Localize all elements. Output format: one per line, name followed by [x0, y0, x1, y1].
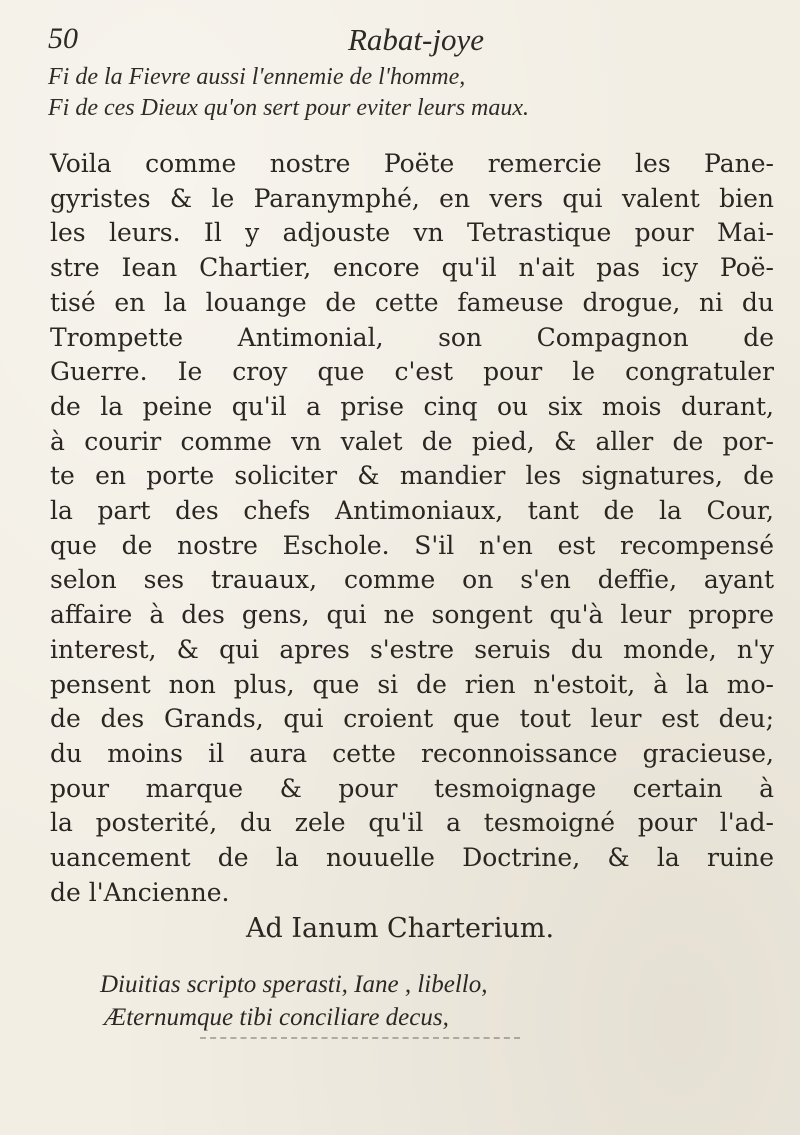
page-number: 50 — [48, 22, 78, 55]
body-line: gyristes & le Paranymphé, en vers qui valent bien — [50, 183, 774, 213]
body-line: affaire à des gens, qui ne songent qu'à leur propre — [50, 600, 774, 630]
poem-title: Ad Ianum Charterium. — [245, 913, 555, 944]
body-line: la part des chefs Antimoniaux, tant de la Cour, — [50, 496, 774, 526]
body-line: de la peine qu'il a prise cinq ou six mois durant, — [50, 391, 774, 421]
running-head: Rabat-joye — [348, 22, 485, 57]
body-paragraph — [50, 147, 774, 910]
body-line: de des Grands, qui croient que tout leur est deu; — [50, 704, 774, 734]
body-line: la posterité, du zele qu'il a tesmoigné pour l'ad- — [50, 808, 774, 838]
body-line: selon ses trauaux, comme on s'en deffie, ayant — [50, 565, 774, 595]
latin-verse — [100, 968, 760, 1034]
verse-line: Diuitias scripto sperasti, Iane , libello, — [100, 971, 488, 998]
epigraph — [48, 62, 760, 124]
body-line: Voila comme nostre Poëte remercie les Pane- — [50, 149, 774, 178]
epigraph-line: Fi de ces Dieux qu'on sert pour eviter leurs maux. — [48, 95, 530, 121]
body-line: uancement de la nouuelle Doctrine, & la ruine — [50, 843, 774, 873]
body-line: que de nostre Eschole. S'il n'en est recompensé — [50, 530, 774, 560]
epigraph-line: Fi de la Fievre aussi l'ennemie de l'homme, — [48, 64, 466, 90]
body-line: Guerre. Ie croy que c'est pour le congratuler — [50, 357, 774, 387]
body-line: te en porte soliciter & mandier les signatures, de — [50, 461, 774, 491]
body-line: du moins il aura cette reconnoissance gracieuse, — [50, 738, 774, 768]
catchword-rule — [200, 1035, 520, 1039]
body-line: tisé en la louange de cette fameuse drogue, ni du — [50, 287, 774, 317]
page-header — [48, 22, 760, 62]
body-line: pour marque & pour tesmoignage certain à — [50, 773, 774, 803]
body-line: Trompette Antimonial, son Compagnon de — [50, 322, 774, 352]
body-line: les leurs. Il y adjouste vn Tetrastique pour Mai- — [50, 218, 774, 248]
body-line: interest, & qui apres s'estre seruis du monde, n'y — [50, 634, 774, 664]
body-line: pensent non plus, que si de rien n'estoit, à la mo- — [50, 669, 774, 699]
body-line: de l'Ancienne. — [50, 877, 230, 907]
body-line: à courir comme vn valet de pied, & aller de por- — [50, 426, 774, 456]
verse-line: Æternumque tibi conciliare decus, — [104, 1004, 449, 1031]
body-line: stre Iean Chartier, encore qu'il n'ait pas icy Poë- — [50, 253, 774, 283]
